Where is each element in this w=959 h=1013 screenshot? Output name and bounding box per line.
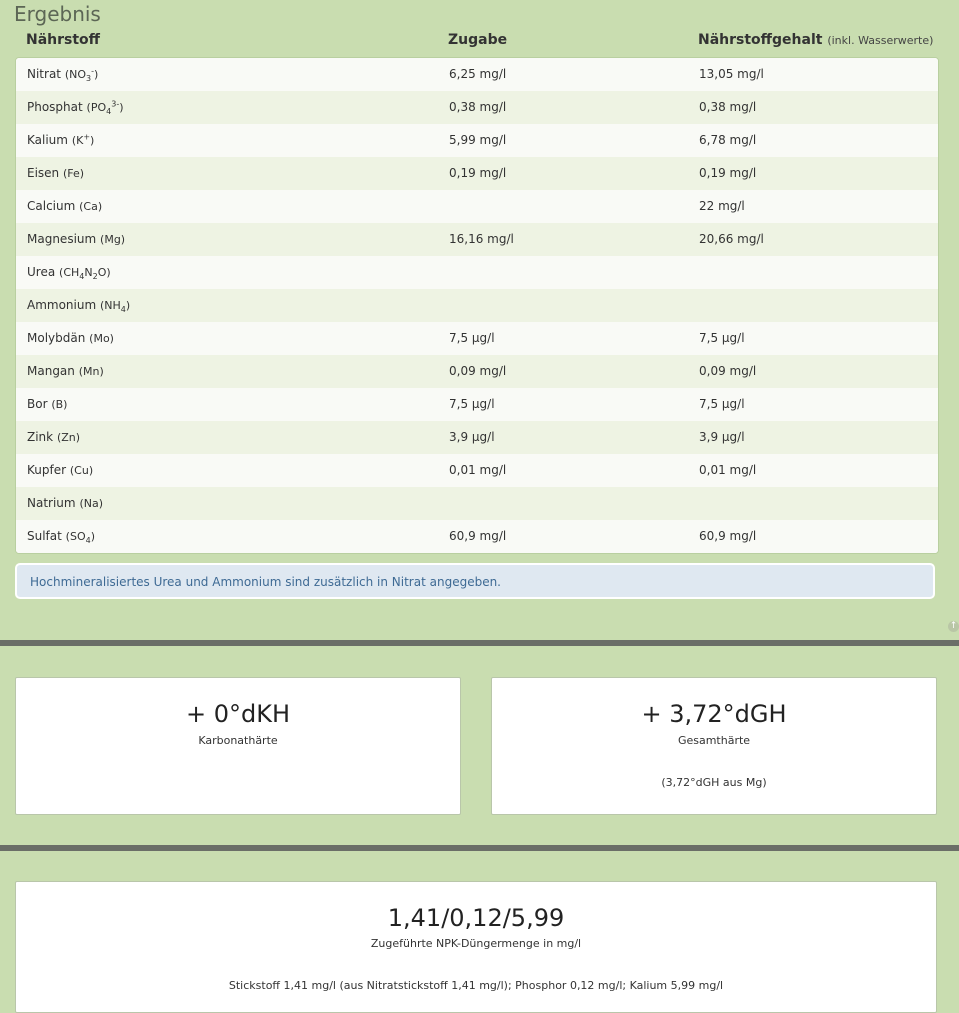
nutrient-symbol: $(NH_4)$	[100, 299, 131, 315]
total-value: 22 mg/l	[699, 199, 745, 213]
gh-detail: (3,72°dGH aus Mg)	[661, 776, 767, 789]
nutrient-symbol: (Ca)	[79, 200, 103, 213]
nutrient-label: Molybdän	[27, 331, 86, 345]
nutrient-symbol: (Na)	[79, 497, 103, 510]
nutrient-symbol: (Cu)	[69, 464, 94, 477]
nutrient-name	[27, 166, 84, 180]
total-value: 3,9 µg/l	[699, 430, 745, 444]
header-content-note: (inkl. Wasserwerte)	[827, 34, 934, 47]
nutrient-label: Kupfer	[27, 463, 67, 477]
nutrient-name	[27, 463, 93, 477]
nutrient-name	[27, 529, 95, 546]
section-separator	[0, 845, 959, 851]
table-row	[16, 355, 938, 388]
table-row	[16, 91, 938, 124]
table-row	[16, 190, 938, 223]
header-content	[698, 32, 933, 48]
nutrient-label: Sulfat	[27, 529, 62, 543]
info-note-text: Hochmineralisiertes Urea und Ammonium sind zusätzlich in Nitrat angegeben.	[30, 575, 501, 589]
npk-card	[15, 881, 937, 1013]
kh-value: + 0°dKH	[185, 700, 291, 728]
added-value: 0,38 mg/l	[449, 100, 507, 114]
header-added: Zugabe	[448, 32, 508, 48]
nutrient-symbol: (Mo)	[89, 332, 114, 345]
added-value: 60,9 mg/l	[449, 529, 507, 543]
nutrient-label: Bor	[27, 397, 48, 411]
nutrient-name	[27, 199, 102, 213]
table-row	[16, 124, 938, 157]
nutrient-label: Eisen	[27, 166, 60, 180]
nutrient-label: Magnesium	[27, 232, 97, 246]
kh-label: Karbonathärte	[198, 734, 278, 747]
nutrient-table	[15, 57, 939, 554]
table-row	[16, 454, 938, 487]
kh-card	[15, 677, 461, 815]
total-value: 0,38 mg/l	[699, 100, 757, 114]
gh-label: Gesamthärte	[677, 734, 751, 747]
gh-value: + 3,72°dGH	[641, 700, 787, 728]
nutrient-name	[27, 496, 103, 510]
total-value: 7,5 µg/l	[699, 331, 745, 345]
added-value: 0,01 mg/l	[449, 463, 507, 477]
nutrient-name	[27, 265, 111, 282]
nutrient-symbol: $(NO_3^-)$	[64, 66, 99, 84]
table-row	[16, 487, 938, 520]
nutrient-name	[27, 331, 114, 345]
added-value: 0,19 mg/l	[449, 166, 507, 180]
table-row	[16, 388, 938, 421]
table-row	[16, 256, 938, 289]
nutrient-label: Calcium	[27, 199, 76, 213]
npk-detail: Stickstoff 1,41 mg/l (aus Nitratstickstoff 1,41 mg/l); Phosphor 0,12 mg/l; Kalium 5,99 mg/l	[228, 979, 724, 992]
table-row	[16, 58, 938, 91]
added-value: 7,5 µg/l	[449, 331, 495, 345]
nutrient-symbol: (B)	[51, 398, 68, 411]
nutrient-symbol: (K+)	[71, 132, 95, 147]
section-separator	[0, 640, 959, 646]
added-value: 16,16 mg/l	[449, 232, 514, 246]
nutrient-label: Zink	[27, 430, 54, 444]
total-value: 13,05 mg/l	[699, 67, 764, 81]
nutrient-symbol: (Mg)	[100, 233, 126, 246]
nutrient-symbol: (Zn)	[56, 431, 81, 444]
added-value: 0,09 mg/l	[449, 364, 507, 378]
info-note	[15, 563, 935, 599]
npk-label: Zugeführte NPK-Düngermenge in mg/l	[370, 937, 582, 950]
total-value: 0,09 mg/l	[699, 364, 757, 378]
added-value: 3,9 µg/l	[449, 430, 495, 444]
nutrient-name	[27, 364, 104, 378]
table-row	[16, 223, 938, 256]
table-row	[16, 157, 938, 190]
info-icon[interactable]: ↑	[949, 621, 958, 631]
nutrient-symbol: (Mn)	[78, 365, 104, 378]
nutrient-label: Ammonium	[27, 298, 97, 312]
nutrient-name	[27, 397, 67, 411]
nutrient-symbol: (Fe)	[62, 167, 85, 180]
table-header	[15, 32, 937, 52]
nutrient-name	[27, 298, 131, 315]
nutrient-name	[27, 133, 94, 147]
header-nutrient: Nährstoff	[26, 32, 101, 48]
total-value: 60,9 mg/l	[699, 529, 757, 543]
header-content-label: Nährstoffgehalt	[698, 32, 823, 48]
total-value: 0,19 mg/l	[699, 166, 757, 180]
table-row	[16, 421, 938, 454]
nutrient-label: Phosphat	[27, 100, 83, 114]
npk-value: 1,41/0,12/5,99	[387, 904, 565, 932]
total-value: 7,5 µg/l	[699, 397, 745, 411]
table-row	[16, 289, 938, 322]
total-value: 0,01 mg/l	[699, 463, 757, 477]
nutrient-name	[27, 66, 99, 84]
nutrient-label: Kalium	[27, 133, 68, 147]
table-row	[16, 322, 938, 355]
nutrient-label: Mangan	[27, 364, 75, 378]
nutrient-symbol: $(CH_4N_2O)$	[59, 266, 111, 282]
nutrient-label: Nitrat	[27, 67, 62, 81]
added-value: 7,5 µg/l	[449, 397, 495, 411]
nutrient-name	[27, 99, 124, 117]
table-row	[16, 520, 938, 553]
result-heading: Ergebnis	[14, 2, 101, 26]
nutrient-label: Natrium	[27, 496, 76, 510]
nutrient-name	[27, 430, 80, 444]
nutrient-label: Urea	[27, 265, 56, 279]
added-value: 5,99 mg/l	[449, 133, 507, 147]
nutrient-symbol: $(SO_4)$	[65, 530, 95, 546]
added-value: 6,25 mg/l	[449, 67, 507, 81]
nutrient-symbol: $(PO_4^{3-})$	[86, 99, 124, 117]
total-value: 6,78 mg/l	[699, 133, 757, 147]
total-value: 20,66 mg/l	[699, 232, 764, 246]
gh-card	[491, 677, 937, 815]
nutrient-name	[27, 232, 125, 246]
